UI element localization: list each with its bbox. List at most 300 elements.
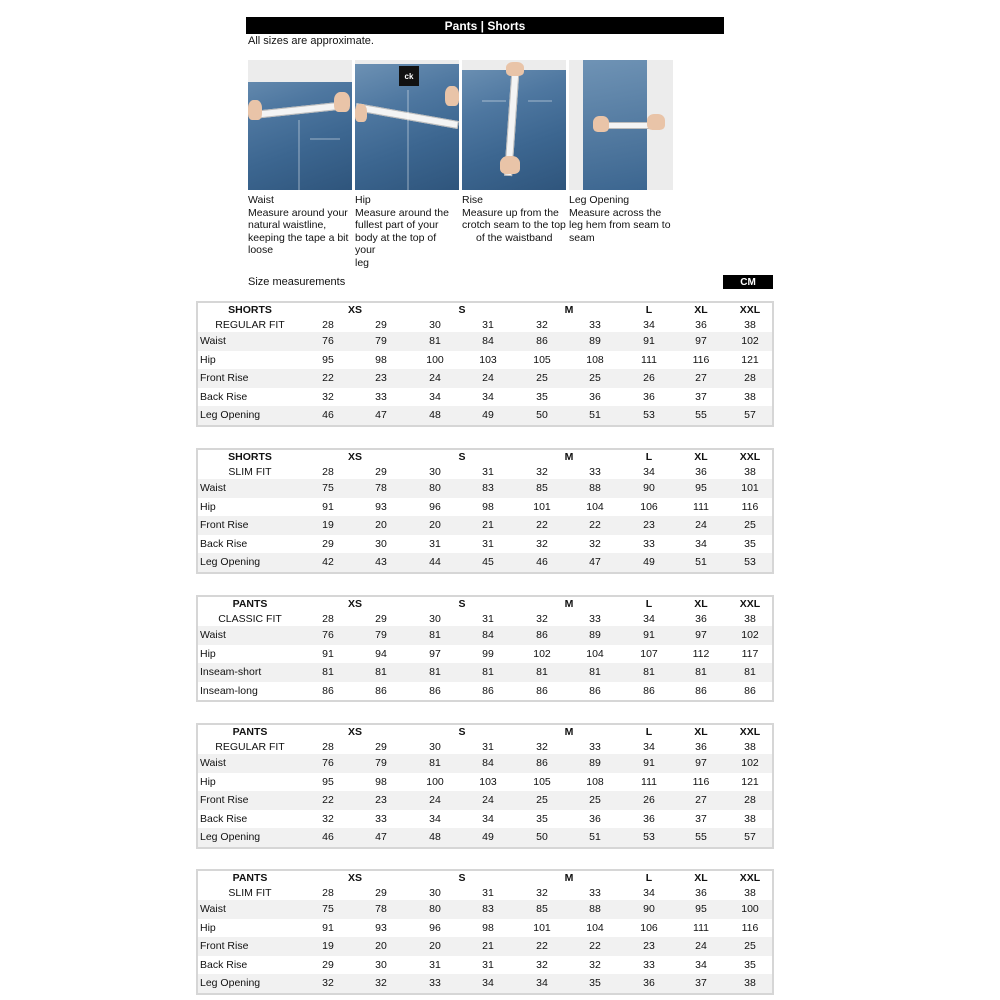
size-number: 32	[536, 886, 548, 899]
measurement-value: 84	[482, 757, 494, 770]
measurement-value: 85	[536, 903, 548, 916]
size-number: 34	[643, 740, 655, 753]
measurement-value: 36	[589, 390, 601, 403]
measurement-value: 81	[643, 666, 655, 679]
measurement-value: 101	[741, 482, 759, 495]
measurement-value: 31	[429, 537, 441, 550]
measurement-value: 121	[741, 353, 759, 366]
unit-badge: CM	[723, 275, 773, 289]
table-category: PANTS	[232, 598, 268, 610]
table-row	[198, 682, 772, 701]
measurement-value: 24	[695, 940, 707, 953]
table-fit: SLIM FIT	[228, 465, 272, 478]
waist-photo	[248, 60, 352, 190]
measurement-label: Inseam-long	[200, 684, 258, 697]
size-group-label: XS	[347, 451, 362, 463]
measurement-value: 86	[536, 335, 548, 348]
table-row	[198, 626, 772, 645]
size-number: 31	[482, 740, 494, 753]
measurement-value: 27	[695, 372, 707, 385]
size-group-label: XXL	[739, 304, 761, 316]
size-group-label: XL	[694, 304, 708, 316]
measurement-label: Leg Opening	[200, 831, 261, 844]
measurement-value: 48	[429, 409, 441, 422]
measurement-value: 22	[589, 940, 601, 953]
measurement-value: 76	[322, 629, 334, 642]
measurement-value: 108	[586, 775, 604, 788]
size-group-label: S	[458, 872, 466, 884]
measurement-value: 29	[322, 537, 334, 550]
guide-desc-line: of the waistband	[476, 231, 553, 244]
size-number: 28	[322, 740, 334, 753]
measurement-value: 111	[693, 921, 709, 934]
measurement-value: 83	[482, 903, 494, 916]
measurement-value: 93	[375, 500, 387, 513]
table-row	[198, 773, 772, 792]
size-number: 32	[536, 465, 548, 478]
measurement-value: 22	[536, 940, 548, 953]
measurement-value: 81	[429, 335, 441, 348]
table-category: SHORTS	[228, 451, 272, 463]
measurement-value: 51	[589, 831, 601, 844]
size-group-label: XL	[694, 598, 708, 610]
measurement-value: 86	[744, 684, 756, 697]
measurement-value: 25	[744, 940, 756, 953]
measurement-value: 45	[482, 556, 494, 569]
measurement-value: 81	[322, 666, 334, 679]
size-number: 30	[429, 740, 441, 753]
measurement-value: 26	[643, 794, 655, 807]
size-number: 32	[536, 318, 548, 331]
table-category: SHORTS	[228, 304, 272, 316]
size-table	[196, 595, 774, 702]
measurement-value: 89	[589, 757, 601, 770]
size-number: 33	[589, 465, 601, 478]
measurement-value: 32	[536, 958, 548, 971]
guide-desc-line: crotch seam to the top	[462, 219, 566, 231]
measurement-value: 53	[643, 409, 655, 422]
size-group-label: S	[458, 304, 466, 316]
size-number: 36	[695, 612, 707, 625]
measurement-value: 31	[482, 958, 494, 971]
measurement-value: 84	[482, 335, 494, 348]
measurement-value: 33	[375, 812, 387, 825]
measurement-value: 96	[429, 500, 441, 513]
hip-photo	[355, 60, 459, 190]
measurement-value: 95	[695, 482, 707, 495]
measurement-value: 22	[536, 519, 548, 532]
guide-desc-line: leg	[355, 256, 370, 269]
measurement-value: 32	[375, 977, 387, 990]
measurement-label: Hip	[200, 353, 216, 366]
measurement-label: Front Rise	[200, 372, 249, 385]
measurement-value: 31	[429, 958, 441, 971]
size-number: 34	[643, 318, 655, 331]
measurement-value: 27	[695, 794, 707, 807]
measurement-value: 22	[322, 794, 334, 807]
size-group-label: S	[458, 726, 466, 738]
measurement-value: 34	[536, 977, 548, 990]
measurement-value: 104	[586, 500, 604, 513]
measurement-value: 35	[744, 537, 756, 550]
measurement-value: 31	[482, 537, 494, 550]
size-number: 34	[643, 465, 655, 478]
size-number: 30	[429, 886, 441, 899]
measurement-value: 93	[375, 921, 387, 934]
measurement-value: 25	[589, 372, 601, 385]
page-title-bar	[246, 17, 724, 34]
measurement-value: 35	[536, 812, 548, 825]
measurement-label: Back Rise	[200, 812, 248, 825]
measurement-value: 37	[695, 812, 707, 825]
measurement-value: 49	[643, 556, 655, 569]
guide-desc-line: Measure across the	[569, 206, 662, 219]
table-row	[198, 351, 772, 370]
measurement-value: 108	[586, 353, 604, 366]
measurement-value: 104	[586, 921, 604, 934]
table-fit: SLIM FIT	[228, 886, 272, 899]
table-row	[198, 332, 772, 351]
guide-desc-line: leg hem from seam to	[569, 219, 671, 231]
measurement-value: 78	[375, 482, 387, 495]
measurement-value: 33	[375, 390, 387, 403]
table-row	[198, 369, 772, 388]
measurement-label: Waist	[200, 482, 226, 495]
size-group-label: L	[645, 598, 653, 610]
measurement-value: 37	[695, 977, 707, 990]
table-row	[198, 828, 772, 847]
measurement-value: 81	[695, 666, 707, 679]
measurement-value: 81	[429, 666, 441, 679]
table-row	[198, 498, 772, 517]
guide-desc-line: keeping the tape a bit	[248, 231, 349, 244]
size-number: 38	[744, 318, 756, 331]
table-row	[198, 479, 772, 498]
measurement-value: 33	[643, 958, 655, 971]
guide-desc-line: body at the top of your	[355, 231, 437, 256]
measurement-value: 38	[744, 977, 756, 990]
measurement-value: 22	[589, 519, 601, 532]
rise-photo	[462, 60, 566, 190]
size-number: 33	[589, 740, 601, 753]
size-number: 31	[482, 318, 494, 331]
table-row	[198, 645, 772, 664]
measurement-value: 116	[692, 775, 710, 788]
measurement-value: 26	[643, 372, 655, 385]
size-number: 31	[482, 612, 494, 625]
measurement-value: 24	[695, 519, 707, 532]
size-number: 36	[695, 740, 707, 753]
measurement-value: 57	[744, 409, 756, 422]
measurement-value: 24	[482, 794, 494, 807]
size-group-label: XS	[347, 872, 362, 884]
measurement-value: 44	[429, 556, 441, 569]
measurement-value: 100	[426, 353, 444, 366]
measurement-value: 33	[643, 537, 655, 550]
measurement-value: 116	[692, 353, 710, 366]
measurement-value: 32	[322, 812, 334, 825]
measurement-value: 48	[429, 831, 441, 844]
guide-leg-opening	[569, 60, 673, 244]
guide-desc-line: Measure up from the	[462, 206, 559, 219]
measurement-value: 76	[322, 757, 334, 770]
measurement-value: 105	[533, 353, 551, 366]
size-group-label: XL	[694, 726, 708, 738]
size-group-label: L	[645, 726, 653, 738]
size-table	[196, 301, 774, 427]
measurement-value: 32	[536, 537, 548, 550]
measurement-label: Hip	[200, 647, 216, 660]
measurement-value: 81	[589, 666, 601, 679]
measurement-value: 97	[695, 629, 707, 642]
size-group-label: M	[564, 872, 574, 884]
measurement-value: 36	[643, 812, 655, 825]
measurement-value: 88	[589, 903, 601, 916]
size-group-label: L	[645, 872, 653, 884]
measurement-value: 53	[744, 556, 756, 569]
size-table	[196, 723, 774, 849]
measurement-value: 24	[429, 794, 441, 807]
size-number: 30	[429, 318, 441, 331]
measurement-value: 86	[695, 684, 707, 697]
table-row	[198, 754, 772, 773]
table-header-row	[198, 303, 772, 317]
measurement-value: 79	[375, 629, 387, 642]
size-number: 38	[744, 886, 756, 899]
measurement-label: Waist	[200, 903, 226, 916]
measurement-value: 32	[322, 390, 334, 403]
measurement-value: 25	[536, 372, 548, 385]
measurement-value: 95	[322, 353, 334, 366]
table-row	[198, 956, 772, 975]
table-size-row	[198, 464, 772, 479]
measurement-value: 38	[744, 812, 756, 825]
measurement-value: 20	[375, 940, 387, 953]
size-number: 28	[322, 612, 334, 625]
measurement-label: Inseam-short	[200, 666, 262, 679]
size-number: 30	[429, 612, 441, 625]
measurement-value: 57	[744, 831, 756, 844]
measurement-value: 19	[322, 940, 334, 953]
size-group-label: M	[564, 451, 574, 463]
measurement-value: 86	[482, 684, 494, 697]
size-number: 32	[536, 740, 548, 753]
measurement-value: 29	[322, 958, 334, 971]
measurement-value: 80	[429, 903, 441, 916]
measurement-value: 81	[429, 629, 441, 642]
size-number: 28	[322, 886, 334, 899]
guide-desc-line: fullest part of your	[355, 219, 439, 231]
size-number: 29	[375, 318, 387, 331]
page-title: Pants | Shorts	[444, 18, 526, 33]
table-row	[198, 663, 772, 682]
measurement-value: 30	[375, 537, 387, 550]
measurement-value: 81	[375, 666, 387, 679]
guide-title: Rise	[462, 194, 484, 206]
size-number: 28	[322, 465, 334, 478]
size-group-label: M	[564, 598, 574, 610]
measurement-value: 95	[695, 903, 707, 916]
measurement-value: 89	[589, 335, 601, 348]
measurement-value: 86	[429, 684, 441, 697]
table-fit: REGULAR FIT	[215, 318, 285, 331]
measurement-value: 33	[429, 977, 441, 990]
measurement-value: 38	[744, 390, 756, 403]
measurement-value: 117	[741, 647, 759, 660]
measurement-value: 37	[695, 390, 707, 403]
guide-hip	[355, 60, 459, 269]
measurement-value: 102	[533, 647, 551, 660]
table-row	[198, 388, 772, 407]
table-row	[198, 937, 772, 956]
measurement-label: Hip	[200, 775, 216, 788]
measurement-value: 47	[375, 831, 387, 844]
measurement-value: 34	[429, 390, 441, 403]
measurement-value: 116	[741, 500, 759, 513]
table-header-row	[198, 597, 772, 611]
measurement-value: 46	[322, 831, 334, 844]
guide-desc-line: natural waistline,	[248, 219, 327, 231]
measurement-value: 91	[643, 335, 655, 348]
measurement-value: 19	[322, 519, 334, 532]
size-number: 33	[589, 318, 601, 331]
measurement-value: 81	[744, 666, 756, 679]
measurement-value: 81	[536, 666, 548, 679]
guide-desc-line: loose	[248, 244, 274, 256]
size-number: 31	[482, 886, 494, 899]
size-group-label: XS	[347, 304, 362, 316]
measurement-value: 32	[589, 958, 601, 971]
size-group-label: XS	[347, 598, 362, 610]
measurement-label: Waist	[200, 757, 226, 770]
size-number: 36	[695, 465, 707, 478]
measurement-value: 111	[693, 500, 709, 513]
guide-rise	[462, 60, 566, 244]
table-header-row	[198, 450, 772, 464]
guide-title: Waist	[248, 194, 274, 206]
measurement-value: 96	[429, 921, 441, 934]
measurement-value: 47	[375, 409, 387, 422]
measurement-value: 50	[536, 409, 548, 422]
measurement-label: Back Rise	[200, 537, 248, 550]
size-group-label: XL	[694, 451, 708, 463]
table-fit: REGULAR FIT	[215, 740, 285, 753]
size-number: 29	[375, 740, 387, 753]
measurement-label: Front Rise	[200, 940, 249, 953]
measurement-value: 84	[482, 629, 494, 642]
measurement-value: 51	[589, 409, 601, 422]
measurement-value: 53	[643, 831, 655, 844]
measurement-value: 36	[643, 977, 655, 990]
measurement-value: 104	[586, 647, 604, 660]
size-group-label: XXL	[739, 726, 761, 738]
table-row	[198, 516, 772, 535]
measurement-value: 83	[482, 482, 494, 495]
measurement-value: 98	[482, 921, 494, 934]
table-size-row	[198, 611, 772, 626]
measurement-value: 90	[643, 482, 655, 495]
measurement-value: 94	[375, 647, 387, 660]
size-number: 34	[643, 886, 655, 899]
measurement-value: 88	[589, 482, 601, 495]
table-row	[198, 900, 772, 919]
measurement-value: 28	[744, 372, 756, 385]
guide-desc-line: seam	[569, 231, 595, 244]
brand-patch: ck	[399, 66, 419, 86]
size-number: 38	[744, 740, 756, 753]
size-table	[196, 869, 774, 995]
table-category: PANTS	[232, 726, 268, 738]
measurement-value: 90	[643, 903, 655, 916]
measurement-value: 23	[375, 794, 387, 807]
table-size-row	[198, 317, 772, 332]
measurement-value: 24	[429, 372, 441, 385]
size-measurements-label: Size measurements	[248, 276, 346, 288]
measurement-value: 49	[482, 831, 494, 844]
measurement-value: 55	[695, 409, 707, 422]
measurement-value: 75	[322, 903, 334, 916]
table-fit: CLASSIC FIT	[218, 612, 282, 625]
measurement-label: Front Rise	[200, 794, 249, 807]
size-number: 33	[589, 612, 601, 625]
table-row	[198, 535, 772, 554]
measurement-label: Leg Opening	[200, 556, 261, 569]
measurement-value: 51	[695, 556, 707, 569]
measurement-value: 91	[322, 921, 334, 934]
size-group-label: XXL	[739, 451, 761, 463]
measurement-value: 34	[482, 812, 494, 825]
measurement-value: 34	[482, 977, 494, 990]
size-number: 38	[744, 465, 756, 478]
size-group-label: L	[645, 304, 653, 316]
measurement-label: Leg Opening	[200, 977, 261, 990]
measurement-value: 23	[375, 372, 387, 385]
measurement-value: 55	[695, 831, 707, 844]
measurement-value: 91	[643, 757, 655, 770]
size-group-label: M	[564, 304, 574, 316]
measurement-value: 99	[482, 647, 494, 660]
size-number: 29	[375, 612, 387, 625]
size-table	[196, 448, 774, 574]
measurement-value: 91	[322, 647, 334, 660]
measurement-value: 81	[429, 757, 441, 770]
measurement-value: 50	[536, 831, 548, 844]
measurement-value: 35	[536, 390, 548, 403]
size-number: 32	[536, 612, 548, 625]
size-group-label: L	[645, 451, 653, 463]
size-number: 38	[744, 612, 756, 625]
measurement-value: 24	[482, 372, 494, 385]
size-group-label: S	[458, 451, 466, 463]
measurement-value: 75	[322, 482, 334, 495]
measurement-value: 86	[589, 684, 601, 697]
measurement-label: Hip	[200, 500, 216, 513]
measurement-value: 20	[429, 519, 441, 532]
measurement-value: 25	[744, 519, 756, 532]
measurement-value: 34	[695, 537, 707, 550]
measurement-value: 98	[375, 353, 387, 366]
measurement-value: 111	[641, 775, 657, 788]
measurement-value: 91	[643, 629, 655, 642]
measurement-value: 25	[536, 794, 548, 807]
measurement-value: 97	[695, 757, 707, 770]
size-number: 31	[482, 465, 494, 478]
measurement-value: 43	[375, 556, 387, 569]
measurement-value: 47	[589, 556, 601, 569]
guide-title: Hip	[355, 194, 371, 206]
measurement-value: 89	[589, 629, 601, 642]
measurement-value: 80	[429, 482, 441, 495]
